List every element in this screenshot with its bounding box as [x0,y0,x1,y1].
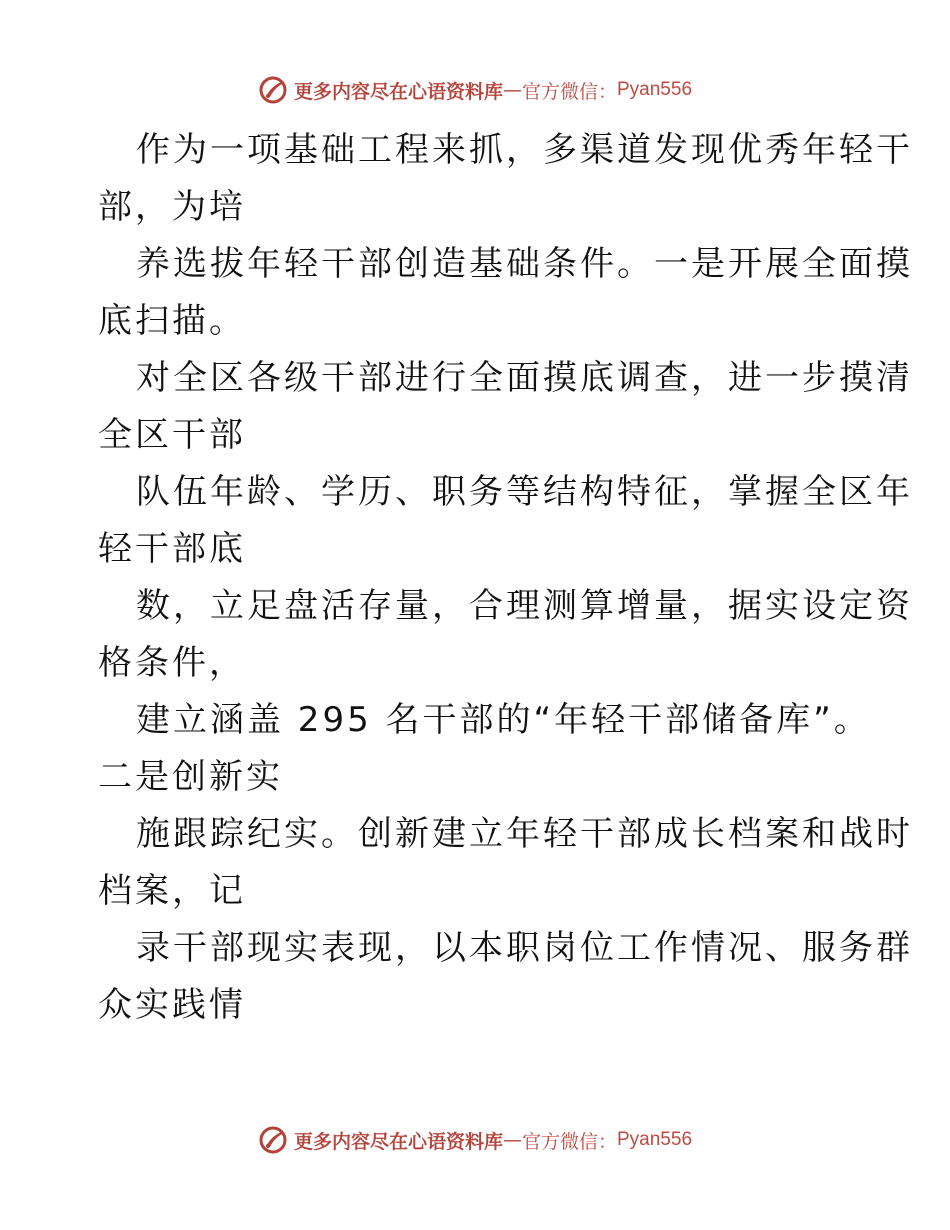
text-line: 部，为培 [98,187,246,227]
banner-official-label: 官方微信： [521,1130,617,1153]
banner-separator: — [502,1129,522,1151]
brush-logo-icon [258,75,288,105]
text-line: 全区干部 [98,415,246,455]
text-line: 录干部现实表现，以本职岗位工作情况、服务群 [136,928,913,968]
text-line: 轻干部底 [98,529,246,569]
banner-wechat-id: Pyan556 [617,79,693,100]
document-body [98,122,913,1034]
banner-text: 更多内容尽在心语资料库 [293,80,503,103]
text-line: 格条件， [98,643,246,683]
text-line: 数，立足盘活存量，合理测算增量，据实设定资 [136,586,913,626]
footer-banner [0,1120,950,1160]
text-line: 作为一项基础工程来抓，多渠道发现优秀年轻干 [136,130,913,170]
text-line: 养选拔年轻干部创造基础条件。一是开展全面摸 [136,244,913,284]
header-banner [0,70,950,110]
banner-separator: — [502,79,522,101]
text-line: 施跟踪纪实。创新建立年轻干部成长档案和战时 [136,814,913,854]
text-line: 二是创新实 [98,757,283,797]
text-line: 对全区各级干部进行全面摸底调查，进一步摸清 [136,358,913,398]
brush-logo-icon [258,1125,288,1155]
text-line: 底扫描。 [98,301,246,341]
text-line: 档案，记 [98,871,246,911]
banner-official-label: 官方微信： [521,80,617,103]
banner-wechat-id: Pyan556 [617,1129,693,1150]
text-line: 队伍年龄、学历、职务等结构特征，掌握全区年 [136,472,913,512]
text-line: 众实践情 [98,985,246,1025]
text-line: 建立涵盖 295 名干部的“年轻干部储备库”。 [136,700,871,740]
banner-text: 更多内容尽在心语资料库 [293,1130,503,1153]
